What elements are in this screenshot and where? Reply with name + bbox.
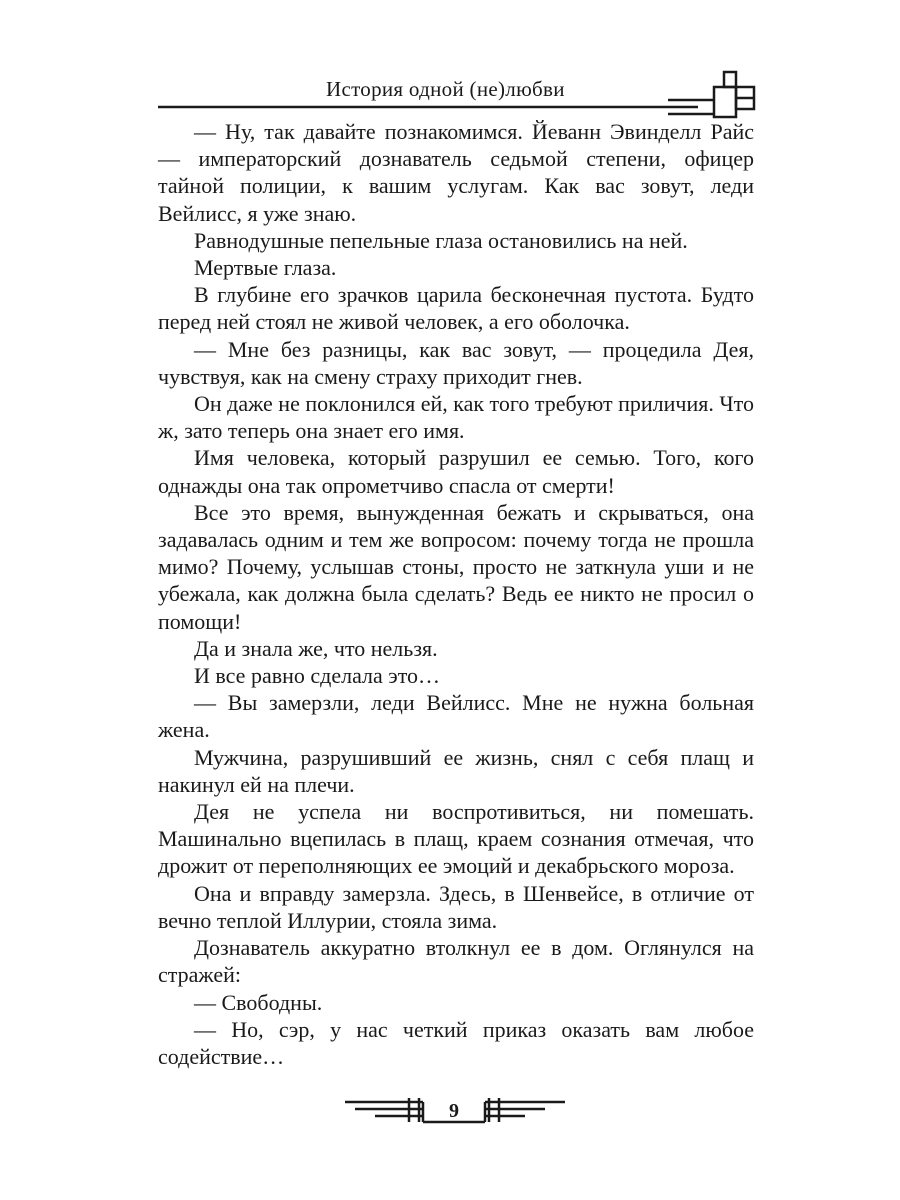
page-footer bbox=[345, 1092, 565, 1132]
page-number: 9 bbox=[449, 1100, 459, 1122]
paragraph: В глубине его зрачков царила бесконечная пустота. Будто перед ней стоял не живой человек, а его оболочка. bbox=[158, 282, 754, 335]
paragraph: — Ну, так давайте познакомимся. Йеванн Эвинделл Райс — императорский дознаватель седьмой степени, офицер тайной полиции, к вашим услугам. Как вас зовут, леди Вейлисс, я уже знаю. bbox=[158, 119, 754, 226]
paragraph: Да и знала же, что нельзя. bbox=[194, 635, 438, 661]
running-header bbox=[158, 60, 758, 120]
paragraph: Он даже не поклонился ей, как того требуют приличия. Что ж, зато теперь она знает его имя. bbox=[158, 391, 754, 444]
paragraph: Все это время, вынужденная бежать и скрываться, она задавалась одним и тем же вопросом: почему тогда не прошла мимо? Почему, услышав стоны, просто не заткнула уши и не убежала, как должна была сделать? Ведь ее никто не просил о помощи! bbox=[158, 499, 754, 634]
body-text bbox=[158, 118, 754, 1070]
paragraph: Имя человека, который разрушил ее семью. Того, кого однажды она так опрометчиво спасла от смерти! bbox=[158, 445, 754, 498]
paragraph: Она и вправду замерзла. Здесь, в Шенвейсе, в отличие от вечно теплой Иллурии, стояла зима. bbox=[158, 880, 754, 933]
paragraph: Мертвые глаза. bbox=[194, 255, 337, 281]
paragraph: Равнодушные пепельные глаза остановились на ней. bbox=[194, 227, 688, 253]
paragraph: Мужчина, разрушивший ее жизнь, снял с себя плащ и накинул ей на плечи. bbox=[158, 744, 754, 797]
running-title: История одной (не)любви bbox=[326, 77, 565, 101]
paragraph: — Но, сэр, у нас четкий приказ оказать вам любое содействие… bbox=[158, 1016, 754, 1069]
paragraph: — Мне без разницы, как вас зовут, — процедила Дея, чувствуя, как на смену страху приходит гнев. bbox=[158, 336, 754, 389]
paragraph: — Вы замерзли, леди Вейлисс. Мне не нужна больная жена. bbox=[158, 690, 754, 743]
paragraph: — Свободны. bbox=[194, 989, 323, 1015]
paragraph: И все равно сделала это… bbox=[194, 663, 441, 689]
paragraph: Дея не успела ни воспротивиться, ни помешать. Машинально вцепилась в плащ, краем сознания отмечая, что дрожит от переполняющих ее эмоций и декабрьского мороза. bbox=[158, 799, 754, 879]
paragraph: Дознаватель аккуратно втолкнул ее в дом. Оглянулся на стражей: bbox=[158, 935, 754, 988]
